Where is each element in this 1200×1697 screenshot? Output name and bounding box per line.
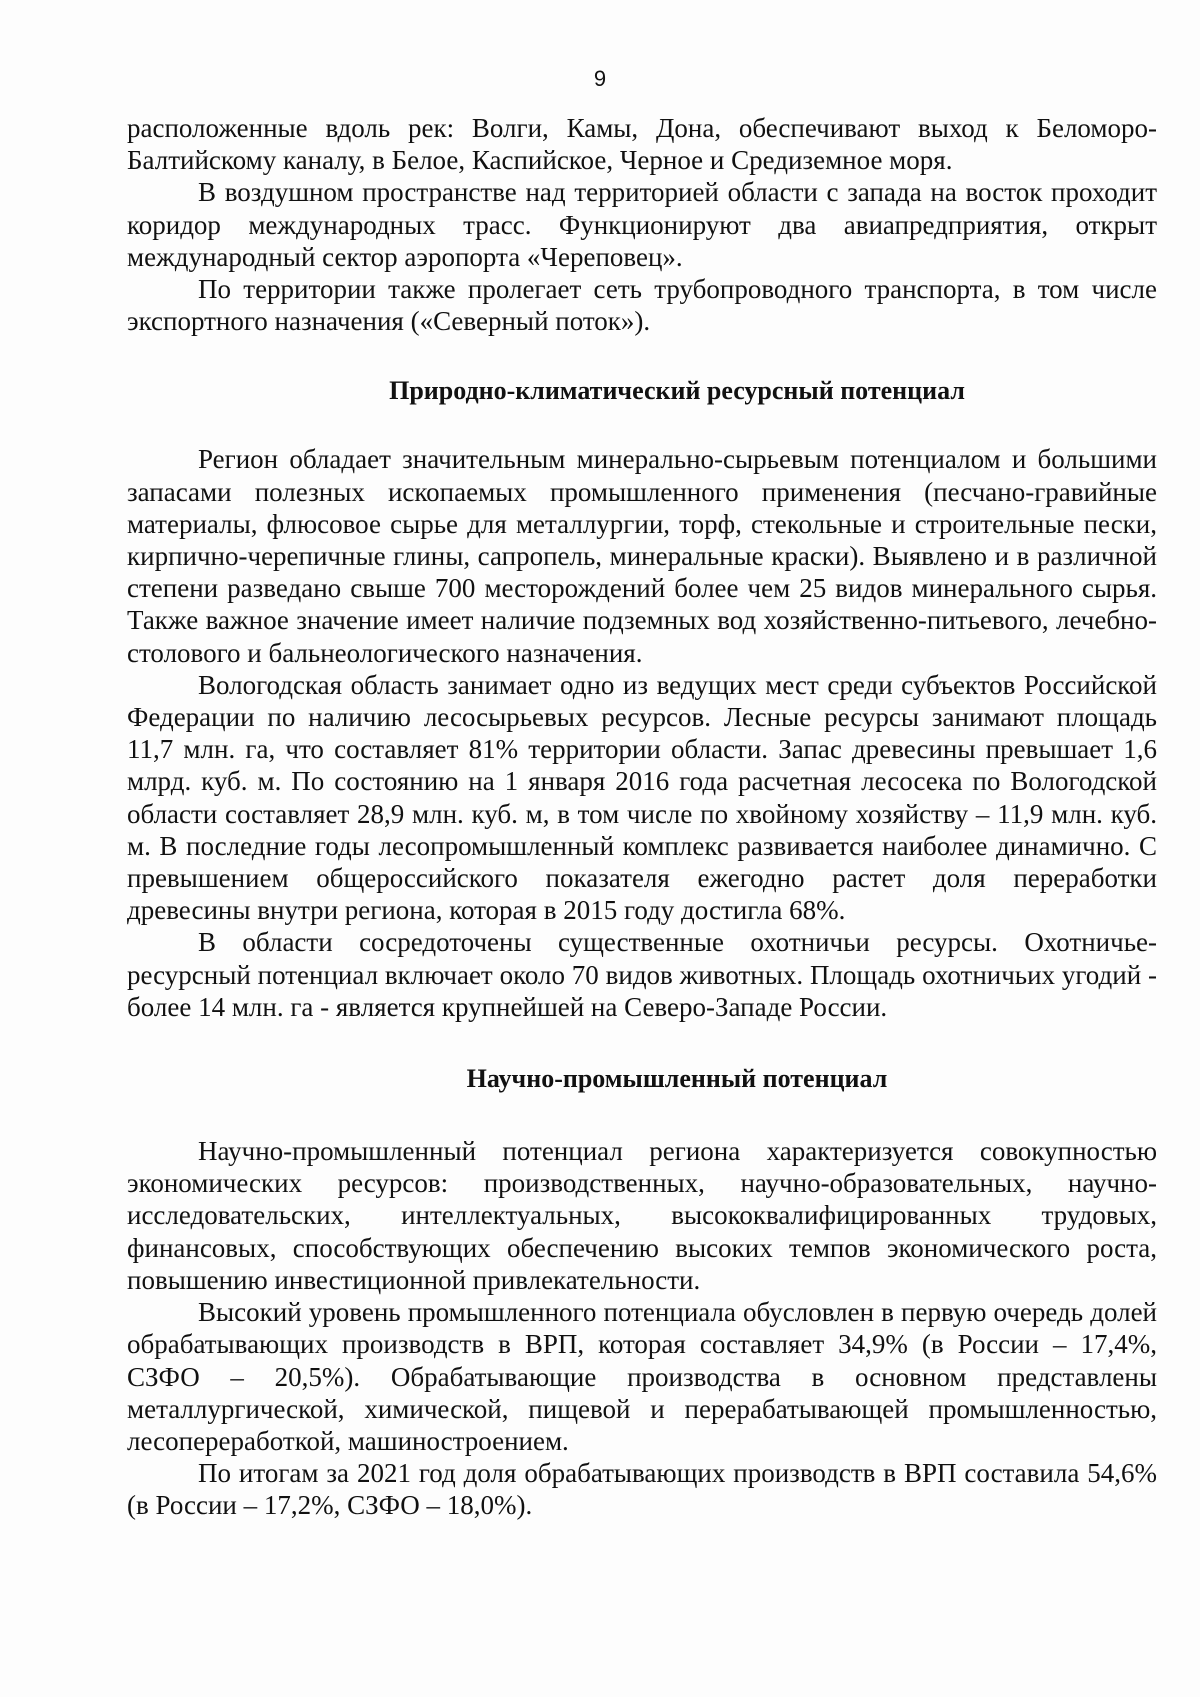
paragraph-2021-results: По итогам за 2021 год доля обрабатывающих производств в ВРП составила 54,6% (в России – 17,2%, СЗФО – 18,0%).	[127, 1458, 1157, 1521]
paragraph-pipeline: По территории также пролегает сеть трубопроводного транспорта, в том числе экспортного назначения («Северный поток»).	[127, 274, 1157, 337]
paragraph-continuation: расположенные вдоль рек: Волги, Камы, Дона, обеспечивают выход к Беломоро-Балтийскому каналу, в Белое, Каспийское, Черное и Средиземное моря.	[127, 113, 1157, 176]
page-number: 9	[593, 66, 607, 91]
document-body	[127, 112, 1157, 1522]
paragraph-hunting-resources: В области сосредоточены существенные охотничьи ресурсы. Охотничье-ресурсный потенциал включает около 70 видов животных. Площадь охотничьих угодий - более 14 млн. га - является крупнейшей на Северо-Западе России.	[127, 927, 1157, 1022]
paragraph-industrial-overview: Научно-промышленный потенциал региона характеризуется совокупностью экономических ресурсов: производственных, научно-образовательных, научно-исследовательских, интеллектуальных, высококвалифицированных трудовых, финансовых, способствующих обеспечению высоких темпов экономического роста, повышению инвестиционной привлекательности.	[127, 1136, 1157, 1295]
section-heading-natural-resources: Природно-климатический ресурсный потенциал	[389, 376, 965, 406]
paragraph-mineral-resources: Регион обладает значительным минерально-сырьевым потенциалом и большими запасами полезных ископаемых промышленного применения (песчано-гравийные материалы, флюсовое сырье для металлургии, торф, стекольные и строительные пески, кирпично-черепичные глины, сапропель, минеральные краски). Выявлено и в различной степени разведано свыше 700 месторождений более чем 25 видов минерального сырья. Также важное значение имеет наличие подземных вод хозяйственно-питьевого, лечебно-столового и бальнеологического назначения.	[127, 444, 1157, 668]
paragraph-forest-resources: Вологодская область занимает одно из ведущих мест среди субъектов Российской Федерации по наличию лесосырьевых ресурсов. Лесные ресурсы занимают площадь 11,7 млн. га, что составляет 81% территории области. Запас древесины превышает 1,6 млрд. куб. м. По состоянию на 1 января 2016 года расчетная лесосека по Вологодской области составляет 28,9 млн. куб. м, в том числе по хвойному хозяйству – 11,9 млн. куб. м. В последние годы лесопромышленный комплекс развивается наиболее динамично. С превышением общероссийского показателя ежегодно растет доля переработки древесины внутри региона, которая в 2015 году достигла 68%.	[127, 669, 1157, 926]
paragraph-air-corridor: В воздушном пространстве над территорией области с запада на восток проходит коридор международных трасс. Функционируют два авиапредприятия, открыт международный сектор аэропорта «Череповец».	[127, 177, 1157, 272]
section-heading-industrial-potential: Научно-промышленный потенциал	[466, 1064, 888, 1094]
paragraph-manufacturing-share: Высокий уровень промышленного потенциала обусловлен в первую очередь долей обрабатывающих производств в ВРП, которая составляет 34,9% (в России – 17,4%, СЗФО – 20,5%). Обрабатывающие производства в основном представлены металлургической, химической, пищевой и перерабатывающей промышленностью, лесопереработкой, машиностроением.	[127, 1297, 1157, 1456]
